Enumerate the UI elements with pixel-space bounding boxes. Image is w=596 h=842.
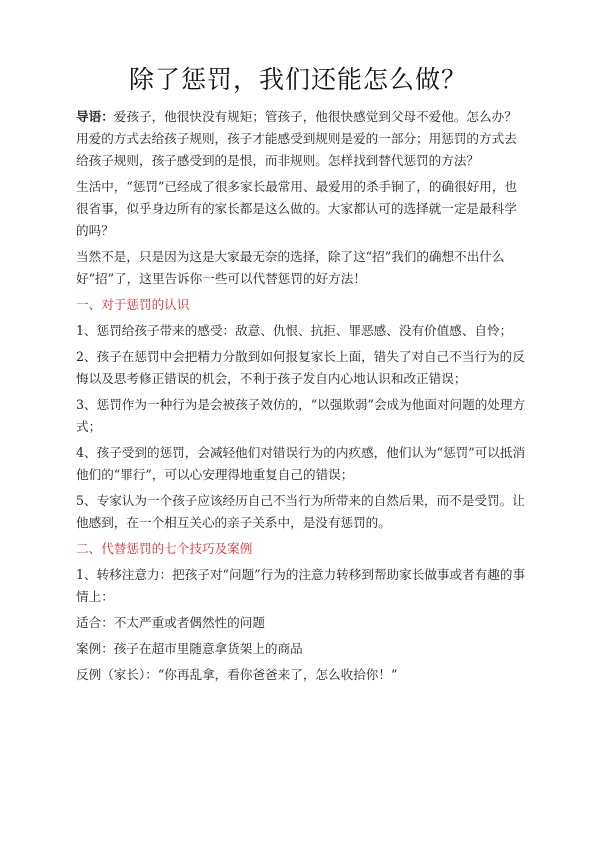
section1-item-1: 1、惩罚给孩子带来的感受：敌意、仇恨、抗拒、罪恶感、没有价值感、自怜；	[76, 323, 513, 338]
section1-item-2: 2、孩子在惩罚中会把精力分散到如何报复家长上面，错失了对自己不当行为的反悔以及思考修正错误的机会，不利于孩子发自内心地认识和改正错误；	[76, 349, 525, 386]
paragraph-2: 当然不是，只是因为这是大家最无奈的选择，除了这“招”我们的确想不出什么好“招”了，这里告诉你一些可以代替惩罚的好方法！	[76, 249, 505, 286]
intro-text: 爱孩子，他很快没有规矩；管孩子，他很快感觉到父母不爱他。怎么办？用爱的方式去给孩子规则，孩子才能感受到规则是爱的一部分；用惩罚的方式去给孩子规则，孩子感受到的是恨，而非规则。怎样找到替代惩罚的方法？	[76, 109, 517, 168]
section1-item-4: 4、孩子受到的惩罚，会减轻他们对错误行为的内疚感，他们认为“惩罚”可以抵消他们的“罪行”，可以心安理得地重复自己的错误；	[76, 445, 526, 482]
section2-suitable: 适合：不太严重或者偶然性的问题	[76, 615, 265, 630]
page-title: 除了惩罚，我们还能怎么做？	[128, 65, 467, 94]
paragraph-1: 生活中，“惩罚”已经成了很多家长最常用、最爱用的杀手锏了，的确很好用，也很省事，似乎身边所有的家长都是这么做的。大家都认可的选择就一定是最科学的吗？	[76, 179, 518, 238]
intro-label: 导语：	[76, 109, 114, 124]
section1-item-3: 3、惩罚作为一种行为是会被孩子效仿的，“以强欺弱”会成为他面对问题的处理方式；	[76, 397, 526, 434]
section-heading-1: 一、对于惩罚的认识	[76, 297, 190, 312]
intro-paragraph	[76, 106, 526, 172]
section1-item-5: 5、专家认为一个孩子应该经历自己不当行为所带来的自然后果，而不是受罚。让他感到，在一个相互关心的亲子关系中，是没有惩罚的。	[76, 493, 525, 530]
section2-case: 案例：孩子在超市里随意拿货架上的商品	[76, 641, 303, 656]
section2-counter-example: 反例（家长）：“你再乱拿，看你爸爸来了，怎么收拾你！”	[76, 667, 398, 682]
section2-item-1: 1、转移注意力：把孩子对“问题”行为的注意力转移到帮助家长做事或者有趣的事情上：	[76, 567, 526, 604]
section-heading-2: 二、代替惩罚的七个技巧及案例	[76, 541, 253, 556]
document-body	[76, 106, 526, 690]
